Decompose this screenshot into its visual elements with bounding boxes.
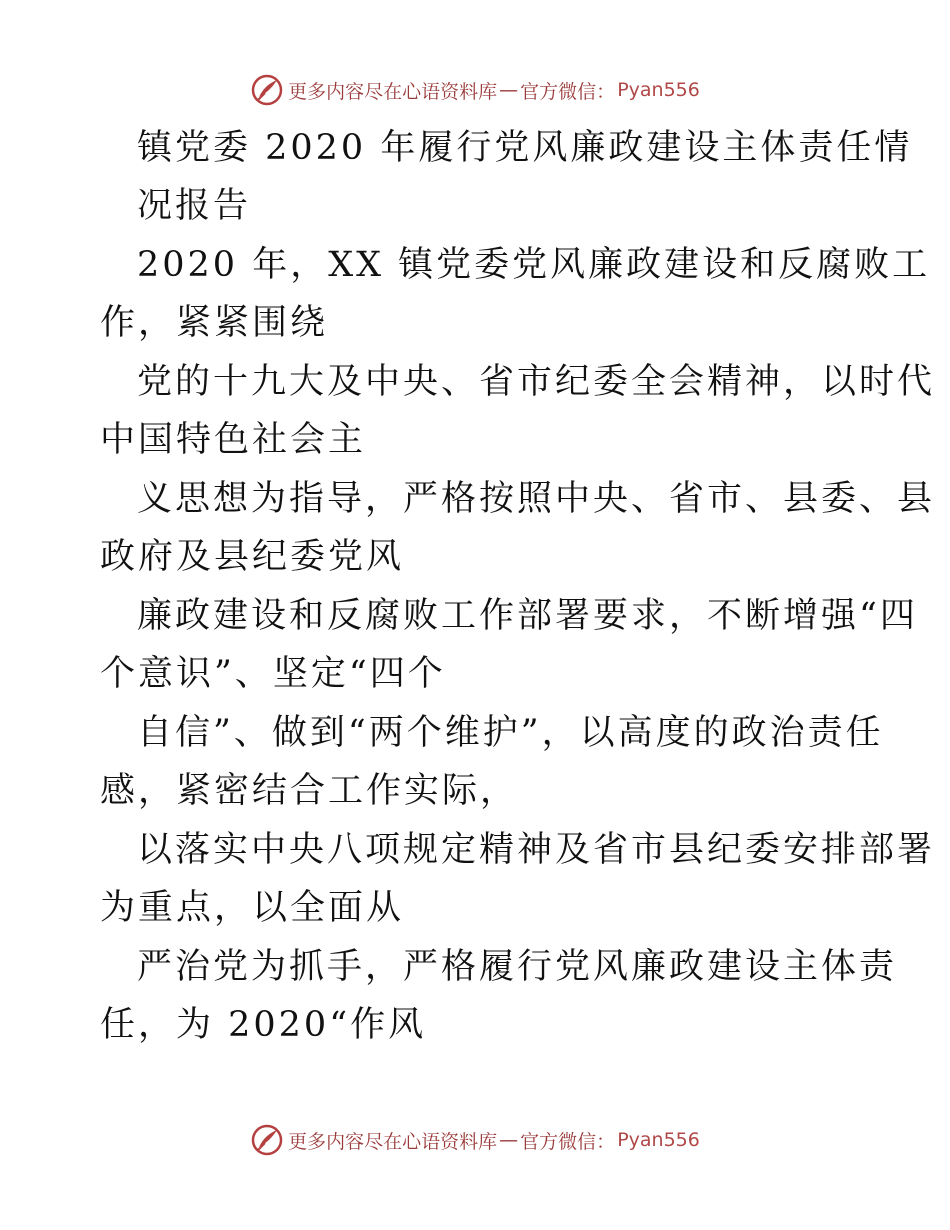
body-line: 义思想为指导，严格按照中央、省市、县委、县: [137, 479, 936, 519]
body-line: 政府及县纪委党风: [100, 537, 405, 577]
watermark-dash: —: [499, 79, 519, 101]
watermark-wechat-label: 官方微信：: [520, 1130, 616, 1153]
watermark-wechat-label: 官方微信：: [520, 80, 616, 103]
document-title-line-1: 镇党委 2020 年履行党风廉政建设主体责任情: [137, 128, 913, 168]
document-title-line-2: 况报告: [137, 186, 252, 226]
body-line: 以落实中央八项规定精神及省市县纪委安排部署: [137, 830, 936, 870]
body-line: 感，紧密结合工作实际，: [100, 771, 519, 811]
body-line: 作，紧紧围绕: [100, 303, 329, 343]
watermark-wechat-id: Pyan556: [617, 79, 700, 101]
watermark-site-text: 更多内容尽在心语资料库: [288, 1130, 498, 1153]
header-watermark: [0, 70, 950, 110]
body-line: 个意识”、坚定“四个: [100, 654, 446, 694]
body-line: 严治党为抓手，严格履行党风廉政建设主体责: [137, 947, 898, 987]
watermark-dash: —: [499, 1129, 519, 1151]
body-line: 2020 年，XX 镇党委党风廉政建设和反腐败工: [137, 245, 931, 285]
watermark-site-text: 更多内容尽在心语资料库: [288, 80, 498, 103]
footer-watermark: [0, 1120, 950, 1160]
body-line: 廉政建设和反腐败工作部署要求，不断增强“四: [137, 596, 918, 636]
body-line: 任，为 2020“作风: [100, 1005, 427, 1045]
watermark-wechat-id: Pyan556: [617, 1129, 700, 1151]
feather-logo-icon: [250, 1123, 284, 1157]
feather-logo-icon: [250, 73, 284, 107]
body-line: 中国特色社会主: [100, 420, 367, 460]
body-line: 自信”、做到“两个维护”，以高度的政治责任: [137, 713, 884, 753]
body-line: 党的十九大及中央、省市纪委全会精神，以时代: [137, 362, 936, 402]
body-line: 为重点，以全面从: [100, 888, 405, 928]
